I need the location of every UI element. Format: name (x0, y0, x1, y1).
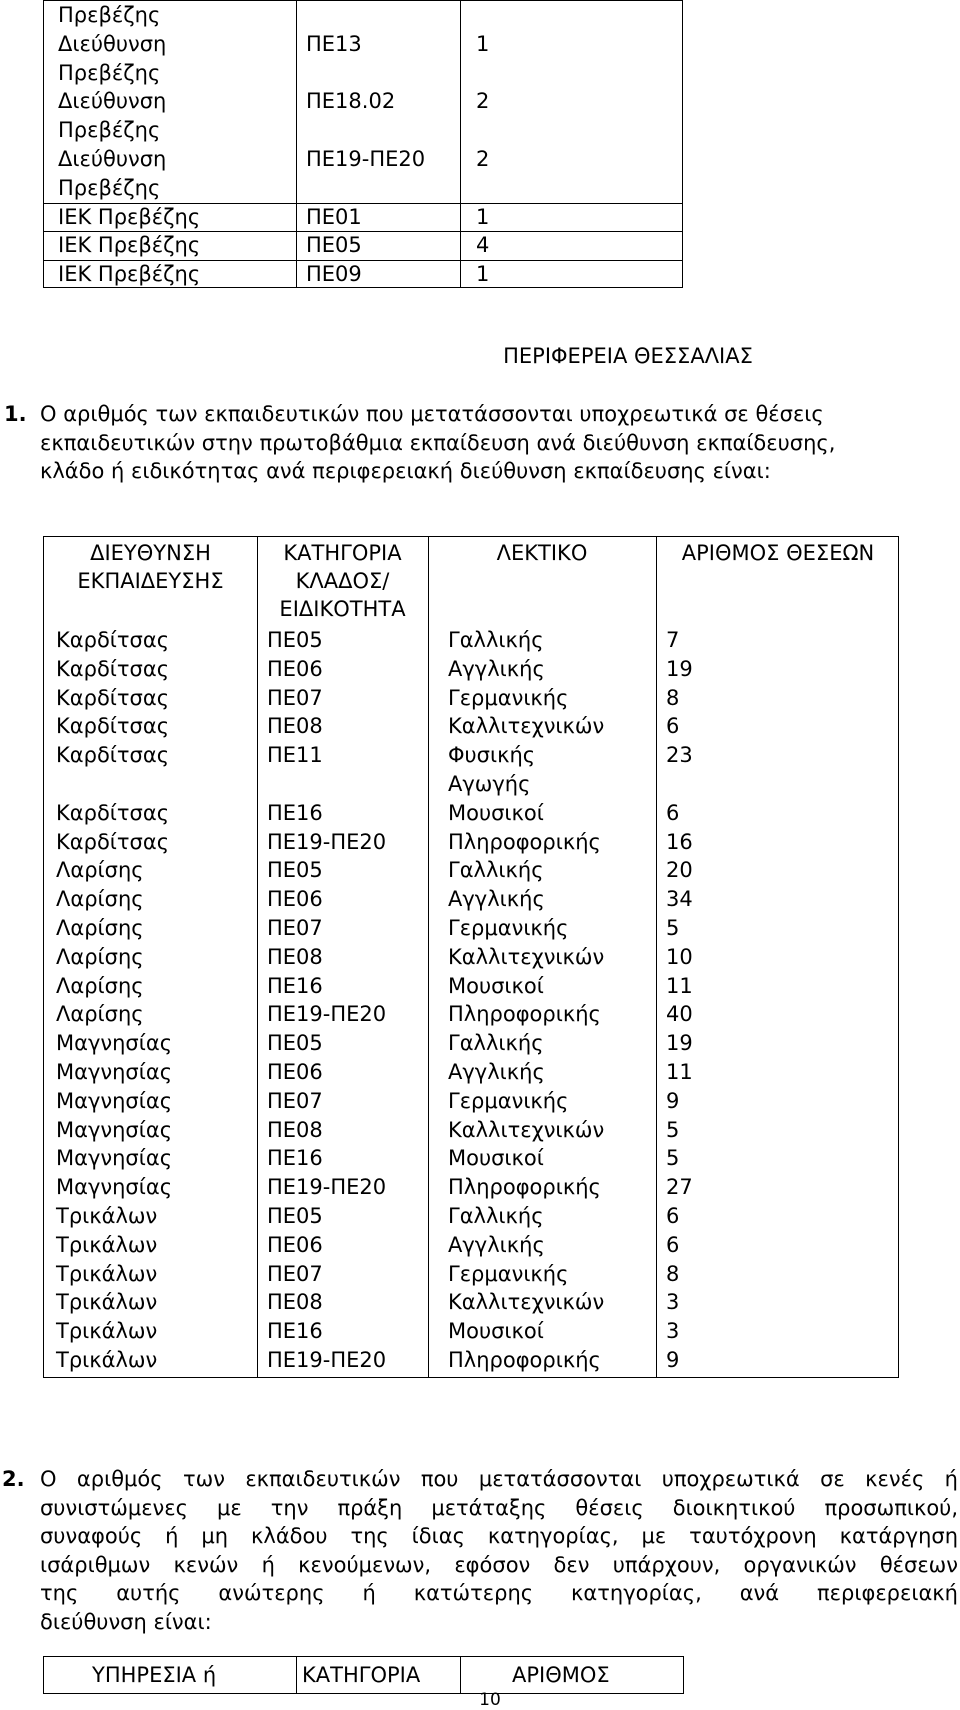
table-row (44, 684, 900, 713)
table-cell: ΙΕΚ Πρεβέζης (58, 233, 201, 258)
table-cell: Πρεβέζης (58, 3, 161, 27)
table-cell: Καρδίτσας (56, 714, 170, 739)
table-cell: ΠΕ08 (267, 944, 323, 969)
table-cell: Πληροφορικής (448, 1002, 601, 1027)
table-cell: ΠΕ19-ΠΕ20 (267, 1348, 387, 1372)
header-text: ΛΕΚΤΙΚΟ (496, 541, 588, 565)
paragraph-1 (0, 400, 960, 486)
table-cell: Καρδίτσας (56, 800, 170, 825)
table-cell: Καρδίτσας (56, 685, 170, 710)
table-cell: ΠΕ06 (267, 656, 323, 681)
paragraph-line: ισάριθμων κενών ή κενούμενων, εφόσον δεν υπάρχουν, οργανικών θέσεων (40, 1552, 958, 1577)
table-cell: ΠΕ07 (267, 1088, 323, 1113)
paragraph-line: εκπαιδευτικών στην πρωτοβάθμια εκπαίδευση ανά διεύθυνση εκπαίδευσης, (40, 430, 836, 455)
table-row (44, 1029, 900, 1058)
paragraph-line: διεύθυνση είναι: (40, 1609, 212, 1634)
table-cell: ΠΕ19-ΠΕ20 (267, 1175, 387, 1200)
table-cell: 6 (666, 1232, 680, 1257)
table-row (44, 1144, 900, 1173)
table-row (44, 1173, 900, 1202)
table-cell: Λαρίσης (56, 1002, 144, 1027)
table-cell: Γερμανικής (448, 1088, 569, 1113)
table-cell: 1 (476, 262, 490, 287)
table-cell: Γερμανικής (448, 1261, 569, 1286)
table-cell: 16 (666, 829, 693, 854)
table-cell: Πληροφορικής (448, 1175, 601, 1200)
paragraph-line: Ο αριθμός των εκπαιδευτικών που μετατάσσονται υποχρεωτικά σε κενές ή (40, 1467, 958, 1491)
header-direction (44, 539, 257, 595)
header-text: ΔΙΕΥΘΥΝΣΗ (90, 541, 211, 565)
table-cell: Γαλλικής (448, 628, 544, 652)
col-divider (296, 1657, 297, 1693)
header-text: ΚΑΤΗΓΟΡΙΑ (283, 541, 402, 565)
table-cell: Μαγνησίας (56, 1175, 173, 1200)
table-row (44, 712, 900, 741)
header-label (428, 539, 656, 567)
col-divider (296, 1, 297, 287)
table-cell: ΠΕ13 (306, 31, 362, 56)
table-cell: ΠΕ05 (267, 858, 323, 883)
table-row (44, 1202, 900, 1231)
paragraph-line: Ο αριθμός των εκπαιδευτικών που μετατάσσονται υποχρεωτικά σε θέσεις (40, 402, 824, 426)
top-table (43, 0, 683, 288)
table-cell: ΠΕ09 (306, 262, 362, 287)
table-cell: ΠΕ16 (267, 973, 323, 998)
table-cell: 40 (666, 1002, 693, 1027)
table-cell: Φυσικής (448, 743, 536, 768)
table-cell: ΠΕ11 (267, 743, 323, 768)
table-cell: Μαγνησίας (56, 1060, 173, 1084)
col-divider (460, 1657, 461, 1693)
table-cell: 11 (666, 973, 693, 998)
table-cell: Πληροφορικής (448, 829, 601, 854)
table-cell: Γαλλικής (448, 858, 544, 883)
table-cell: 6 (666, 1204, 680, 1228)
header-number: ΑΡΙΘΜΟΣ (512, 1663, 610, 1687)
table-cell: Μουσικοί (448, 1146, 544, 1171)
teachers-transfer-table (43, 536, 899, 1378)
table-cell: 10 (666, 944, 693, 969)
table-row (44, 1116, 900, 1145)
paragraph-line: συναφούς ή μη κλάδου της ίδιας κατηγορίας, με ταυτόχρονη κατάργηση (40, 1524, 958, 1548)
table-cell: ΠΕ06 (267, 1232, 323, 1257)
table-cell: Τρικάλων (56, 1232, 158, 1257)
paragraph-line: κλάδο ή ειδικότητας ανά περιφερειακή διεύθυνση εκπαίδευσης είναι: (40, 459, 771, 483)
header-service: ΥΠΗΡΕΣΙΑ ή (92, 1663, 217, 1687)
table-cell: ΠΕ16 (267, 1146, 323, 1171)
table-row (44, 828, 900, 857)
table-cell: ΠΕ06 (267, 887, 323, 912)
table-row (44, 1000, 900, 1029)
table-cell: ΠΕ05 (267, 1031, 323, 1056)
table-cell: ΠΕ19-ΠΕ20 (267, 829, 387, 854)
table-cell: 5 (666, 1146, 680, 1171)
table-cell: Καρδίτσας (56, 628, 170, 652)
paragraph-line: της αυτής ανώτερης ή κατώτερης κατηγορίας, ανά περιφερειακή (40, 1581, 958, 1605)
paragraph-number: 1. (4, 402, 27, 426)
table-cell: Λαρίσης (56, 944, 144, 969)
paragraph-number: 2. (2, 1467, 25, 1491)
table-row (44, 943, 900, 972)
table-cell: 5 (666, 916, 680, 940)
header-positions (656, 539, 900, 567)
table-cell: Τρικάλων (56, 1348, 158, 1372)
table-cell: ΠΕ08 (267, 1117, 323, 1142)
table-row (44, 885, 900, 914)
table-cell: 2 (476, 89, 490, 114)
table-cell: ΙΕΚ Πρεβέζης (58, 262, 201, 287)
table-cell: ΠΕ07 (267, 685, 323, 710)
table-cell: ΙΕΚ Πρεβέζης (58, 204, 201, 229)
table-cell: 9 (666, 1348, 680, 1372)
table-cell: ΠΕ06 (267, 1060, 323, 1084)
table-row (44, 1346, 900, 1375)
table-cell: 9 (666, 1088, 680, 1113)
table-cell: Καρδίτσας (56, 656, 170, 681)
table-row (44, 972, 900, 1001)
table-cell: Πρεβέζης (58, 175, 161, 200)
table-cell: Τρικάλων (56, 1290, 158, 1315)
table-cell: Λαρίσης (56, 858, 144, 883)
paragraph-2 (0, 1465, 960, 1636)
header-text: ΕΚΠΑΙΔΕΥΣΗΣ (77, 569, 224, 593)
table-cell: Τρικάλων (56, 1204, 158, 1228)
table-cell: Καρδίτσας (56, 829, 170, 854)
header-category (257, 539, 428, 623)
table-row (44, 1288, 900, 1317)
table-cell: Καλλιτεχνικών (448, 944, 605, 969)
table-cell: Γαλλικής (448, 1031, 544, 1056)
table-cell: 3 (666, 1319, 680, 1344)
table-cell: ΠΕ16 (267, 1319, 323, 1344)
table-cell: Μουσικοί (448, 800, 544, 825)
table-cell: 11 (666, 1060, 693, 1084)
table-cell: Καλλιτεχνικών (448, 714, 605, 739)
table-cell: ΠΕ19-ΠΕ20 (306, 147, 426, 171)
table-cell: ΠΕ05 (267, 628, 323, 652)
table-cell: Τρικάλων (56, 1319, 158, 1344)
table-cell: Μουσικοί (448, 973, 544, 998)
table-cell: Μαγνησίας (56, 1088, 173, 1113)
table-cell: Μαγνησίας (56, 1146, 173, 1171)
table-row (44, 914, 900, 943)
table-cell: Αγγλικής (448, 656, 545, 681)
table-cell: Αγωγής (448, 771, 531, 796)
table-cell: ΠΕ19-ΠΕ20 (267, 1002, 387, 1027)
table-cell: Αγγλικής (448, 1060, 545, 1084)
table-row (44, 1260, 900, 1289)
table-cell: 7 (666, 628, 680, 652)
table-cell: Πρεβέζης (58, 60, 161, 85)
table-cell: ΠΕ01 (306, 204, 362, 229)
table-row (44, 856, 900, 885)
table-cell: Αγγλικής (448, 887, 545, 912)
page-number: 10 (479, 1690, 501, 1710)
table-cell: Λαρίσης (56, 887, 144, 912)
table-row (44, 626, 900, 655)
table-cell: Πληροφορικής (448, 1348, 601, 1372)
table-row (44, 1231, 900, 1260)
table-cell: 1 (476, 31, 490, 56)
header-category: ΚΑΤΗΓΟΡΙΑ (302, 1663, 421, 1687)
col-divider (460, 1, 461, 287)
paragraph-line: συνιστώμενες με την πράξη μετάταξης θέσεις διοικητικού προσωπικού, (40, 1495, 958, 1520)
table-cell: ΠΕ16 (267, 800, 323, 825)
table-cell: ΠΕ08 (267, 714, 323, 739)
table-cell: Διεύθυνση (58, 31, 167, 56)
table-cell: 1 (476, 204, 490, 229)
table-cell: ΠΕ07 (267, 916, 323, 940)
table-cell: ΠΕ05 (306, 233, 362, 258)
header-text: ΚΛΑΔΟΣ/ (295, 569, 390, 593)
table-cell: Μαγνησίας (56, 1117, 173, 1142)
table-cell: Διεύθυνση (58, 89, 167, 114)
table-cell: 6 (666, 714, 680, 739)
table-cell: 23 (666, 743, 693, 768)
table-cell: ΠΕ08 (267, 1290, 323, 1315)
table-row (44, 1058, 900, 1087)
table-cell: Λαρίσης (56, 916, 144, 940)
table-cell: Γαλλικής (448, 1204, 544, 1228)
table-cell: Αγγλικής (448, 1232, 545, 1257)
table-cell: 20 (666, 858, 693, 883)
table-cell: ΠΕ18.02 (306, 89, 396, 114)
table-row (44, 741, 900, 799)
table-row (44, 655, 900, 684)
table-cell: Καλλιτεχνικών (448, 1290, 605, 1315)
table-cell: 34 (666, 887, 693, 912)
table-cell: Λαρίσης (56, 973, 144, 998)
table-cell: Μαγνησίας (56, 1031, 173, 1056)
table-cell: 19 (666, 1031, 693, 1056)
table-cell: Τρικάλων (56, 1261, 158, 1286)
table-cell: 6 (666, 800, 680, 825)
table-cell: Καλλιτεχνικών (448, 1117, 605, 1142)
table-row (44, 1317, 900, 1346)
table-cell: 3 (666, 1290, 680, 1315)
table-cell: Πρεβέζης (58, 118, 161, 143)
table-cell: ΠΕ05 (267, 1204, 323, 1228)
service-table (43, 1656, 684, 1694)
header-text: ΑΡΙΘΜΟΣ ΘΕΣΕΩΝ (681, 541, 875, 565)
table-cell: 27 (666, 1175, 693, 1200)
header-text: ΕΙΔΙΚΟΤΗΤΑ (279, 597, 406, 621)
table-cell: Καρδίτσας (56, 743, 170, 768)
table-cell: 4 (476, 233, 490, 258)
table-cell: Διεύθυνση (58, 147, 167, 171)
table-cell: Μουσικοί (448, 1319, 544, 1344)
table-row (44, 799, 900, 828)
table-row (44, 1087, 900, 1116)
table-cell: 8 (666, 685, 680, 710)
region-title: ΠΕΡΙΦΕΡΕΙΑ ΘΕΣΣΑΛΙΑΣ (503, 344, 753, 368)
table-cell: 19 (666, 656, 693, 681)
table-cell: 8 (666, 1261, 680, 1286)
table-cell: ΠΕ07 (267, 1261, 323, 1286)
table-cell: Γερμανικής (448, 916, 569, 940)
table-cell: Γερμανικής (448, 685, 569, 710)
table-cell: 2 (476, 147, 490, 171)
table-cell: 5 (666, 1117, 680, 1142)
